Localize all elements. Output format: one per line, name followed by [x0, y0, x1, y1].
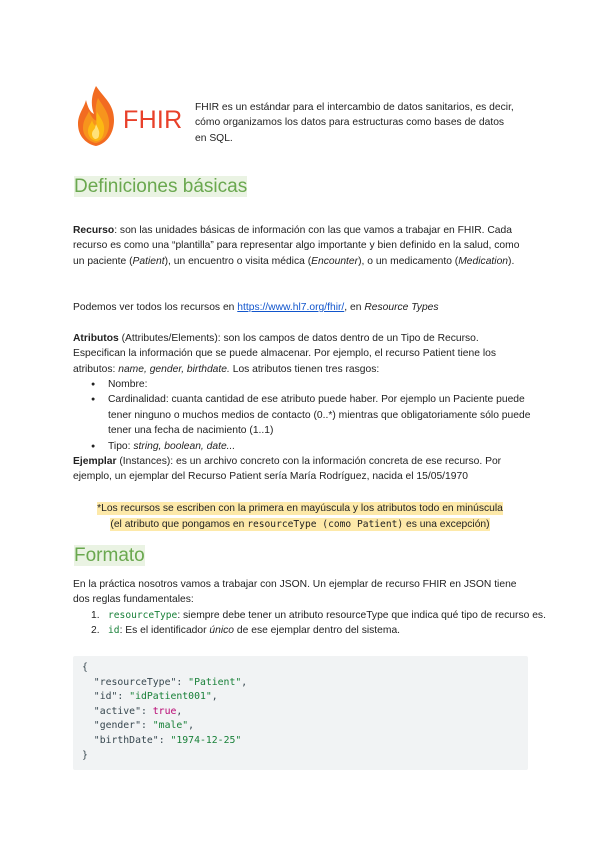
text: (Instances): es un archivo concreto con la información concreta de ese recurso. Por ejemplo, un ejemplar del Recurso Patient sería María Rodríguez, nacida el 15/05/1970: [73, 456, 502, 483]
list-item: [91, 608, 547, 623]
em: Resource Types: [364, 302, 439, 313]
recurso-paragraph: [73, 223, 529, 269]
text: ).: [508, 255, 515, 267]
text: (el atributo que pongamos en: [110, 519, 248, 531]
hl7-link[interactable]: https://www.hl7.org/fhir/: [237, 302, 345, 313]
json-value: "male": [152, 720, 189, 732]
text: : son las unidades básicas de información con las que vamos a trabajar en FHIR. Cada recurso es como una “plantilla” para representar algo importante y bien definido en la salud, como un paciente (: [73, 225, 520, 267]
flame-icon: [74, 84, 124, 150]
em: único: [209, 625, 235, 637]
intro-text: FHIR es un estándar para el intercambio de datos sanitarios, es decir, cómo organizamos los datos para estructuras como bases de datos en SQL.: [195, 102, 514, 144]
json-key: "birthDate": [93, 734, 159, 746]
em: Patient: [132, 255, 165, 267]
json-value: "Patient": [188, 676, 242, 688]
ejemplar-paragraph: [73, 454, 529, 485]
atributos-paragraph: [73, 331, 529, 377]
json-key: "active": [93, 705, 141, 717]
text: es una excepción): [403, 519, 490, 531]
em: Encounter: [311, 255, 359, 267]
text: : Es el identificador: [119, 625, 210, 637]
text: ), o un medicamento (: [358, 255, 459, 267]
code-content: { "resourceType": "Patient", "id": "idPatient001", "active": true, "gender": "male", "birthDate": "1974-12-25" }: [82, 662, 248, 761]
resources-paragraph: [73, 300, 529, 315]
json-value: "idPatient001": [129, 691, 212, 703]
json-key: "resourceType": [93, 676, 177, 688]
number: 2.: [91, 625, 100, 637]
brace: }: [82, 749, 88, 761]
text: (Attributes/Elements): son los campos de datos dentro de un Tipo de Recurso. Especifican la información que se puede almacenar. Por ejemplo, el recurso Patient tiene los atributos:: [73, 333, 496, 375]
text: , en: [344, 302, 365, 313]
em: Medication: [458, 255, 509, 267]
term-ejemplar: Ejemplar: [73, 456, 117, 467]
em: name, gender, birthdate.: [118, 363, 230, 375]
heading-text: Formato: [74, 545, 145, 566]
text: de ese ejemplar dentro del sistema.: [234, 625, 401, 637]
json-value: "1974-12-25": [170, 734, 242, 746]
em: string, boolean, date...: [133, 440, 236, 452]
fhir-logo: [74, 84, 186, 150]
note-line-1: *Los recursos se escriben con la primera en mayúscula y los atributos todo en minúscula: [97, 503, 503, 514]
inline-code: resourceType: [108, 610, 178, 621]
heading-formato: [72, 545, 147, 567]
term-atributos: Atributos: [73, 333, 119, 344]
text: Tipo:: [108, 440, 134, 452]
number: 1.: [91, 610, 100, 621]
heading-definiciones: [72, 176, 249, 198]
header: [74, 84, 534, 154]
text: ), un encuentro o visita médica (: [164, 255, 312, 267]
json-key: "gender": [93, 720, 141, 732]
highlight-note: [0, 501, 600, 533]
heading-text: Definiciones básicas: [74, 176, 248, 197]
json-value: true: [152, 705, 177, 717]
json-key: "id": [93, 691, 118, 703]
text: Podemos ver todos los recursos en: [73, 302, 238, 313]
note-line-2: [110, 518, 489, 531]
text: : siempre debe tener un atributo resourceType que indica qué tipo de recurso es.: [177, 610, 546, 621]
logo-text: FHIR: [123, 106, 183, 134]
inline-code: id: [108, 625, 120, 637]
list-item: [91, 623, 547, 638]
text: Los atributos tienen tres rasgos:: [229, 363, 380, 375]
term-recurso: Recurso: [73, 225, 115, 236]
list-item: ● Nombre:: [91, 377, 547, 392]
formato-intro: En la práctica nosotros vamos a trabajar con JSON. Un ejemplar de recurso FHIR en JSON tiene dos reglas fundamentales:: [73, 579, 517, 606]
brace: {: [82, 662, 88, 673]
list-item: [91, 439, 547, 454]
list-item: ● Cardinalidad: cuanta cantidad de ese atributo puede haber. Por ejemplo un Paciente puede tener ninguno o muchos medios de contacto (0..*) mientras que obligatoriamente sólo puede tener una fecha de nacimiento (1..1): [91, 392, 547, 438]
inline-code: resourceType (como Patient): [247, 519, 404, 531]
attribute-traits-list: [73, 377, 547, 454]
rules-list: [73, 608, 547, 639]
json-code-block: [73, 656, 528, 770]
